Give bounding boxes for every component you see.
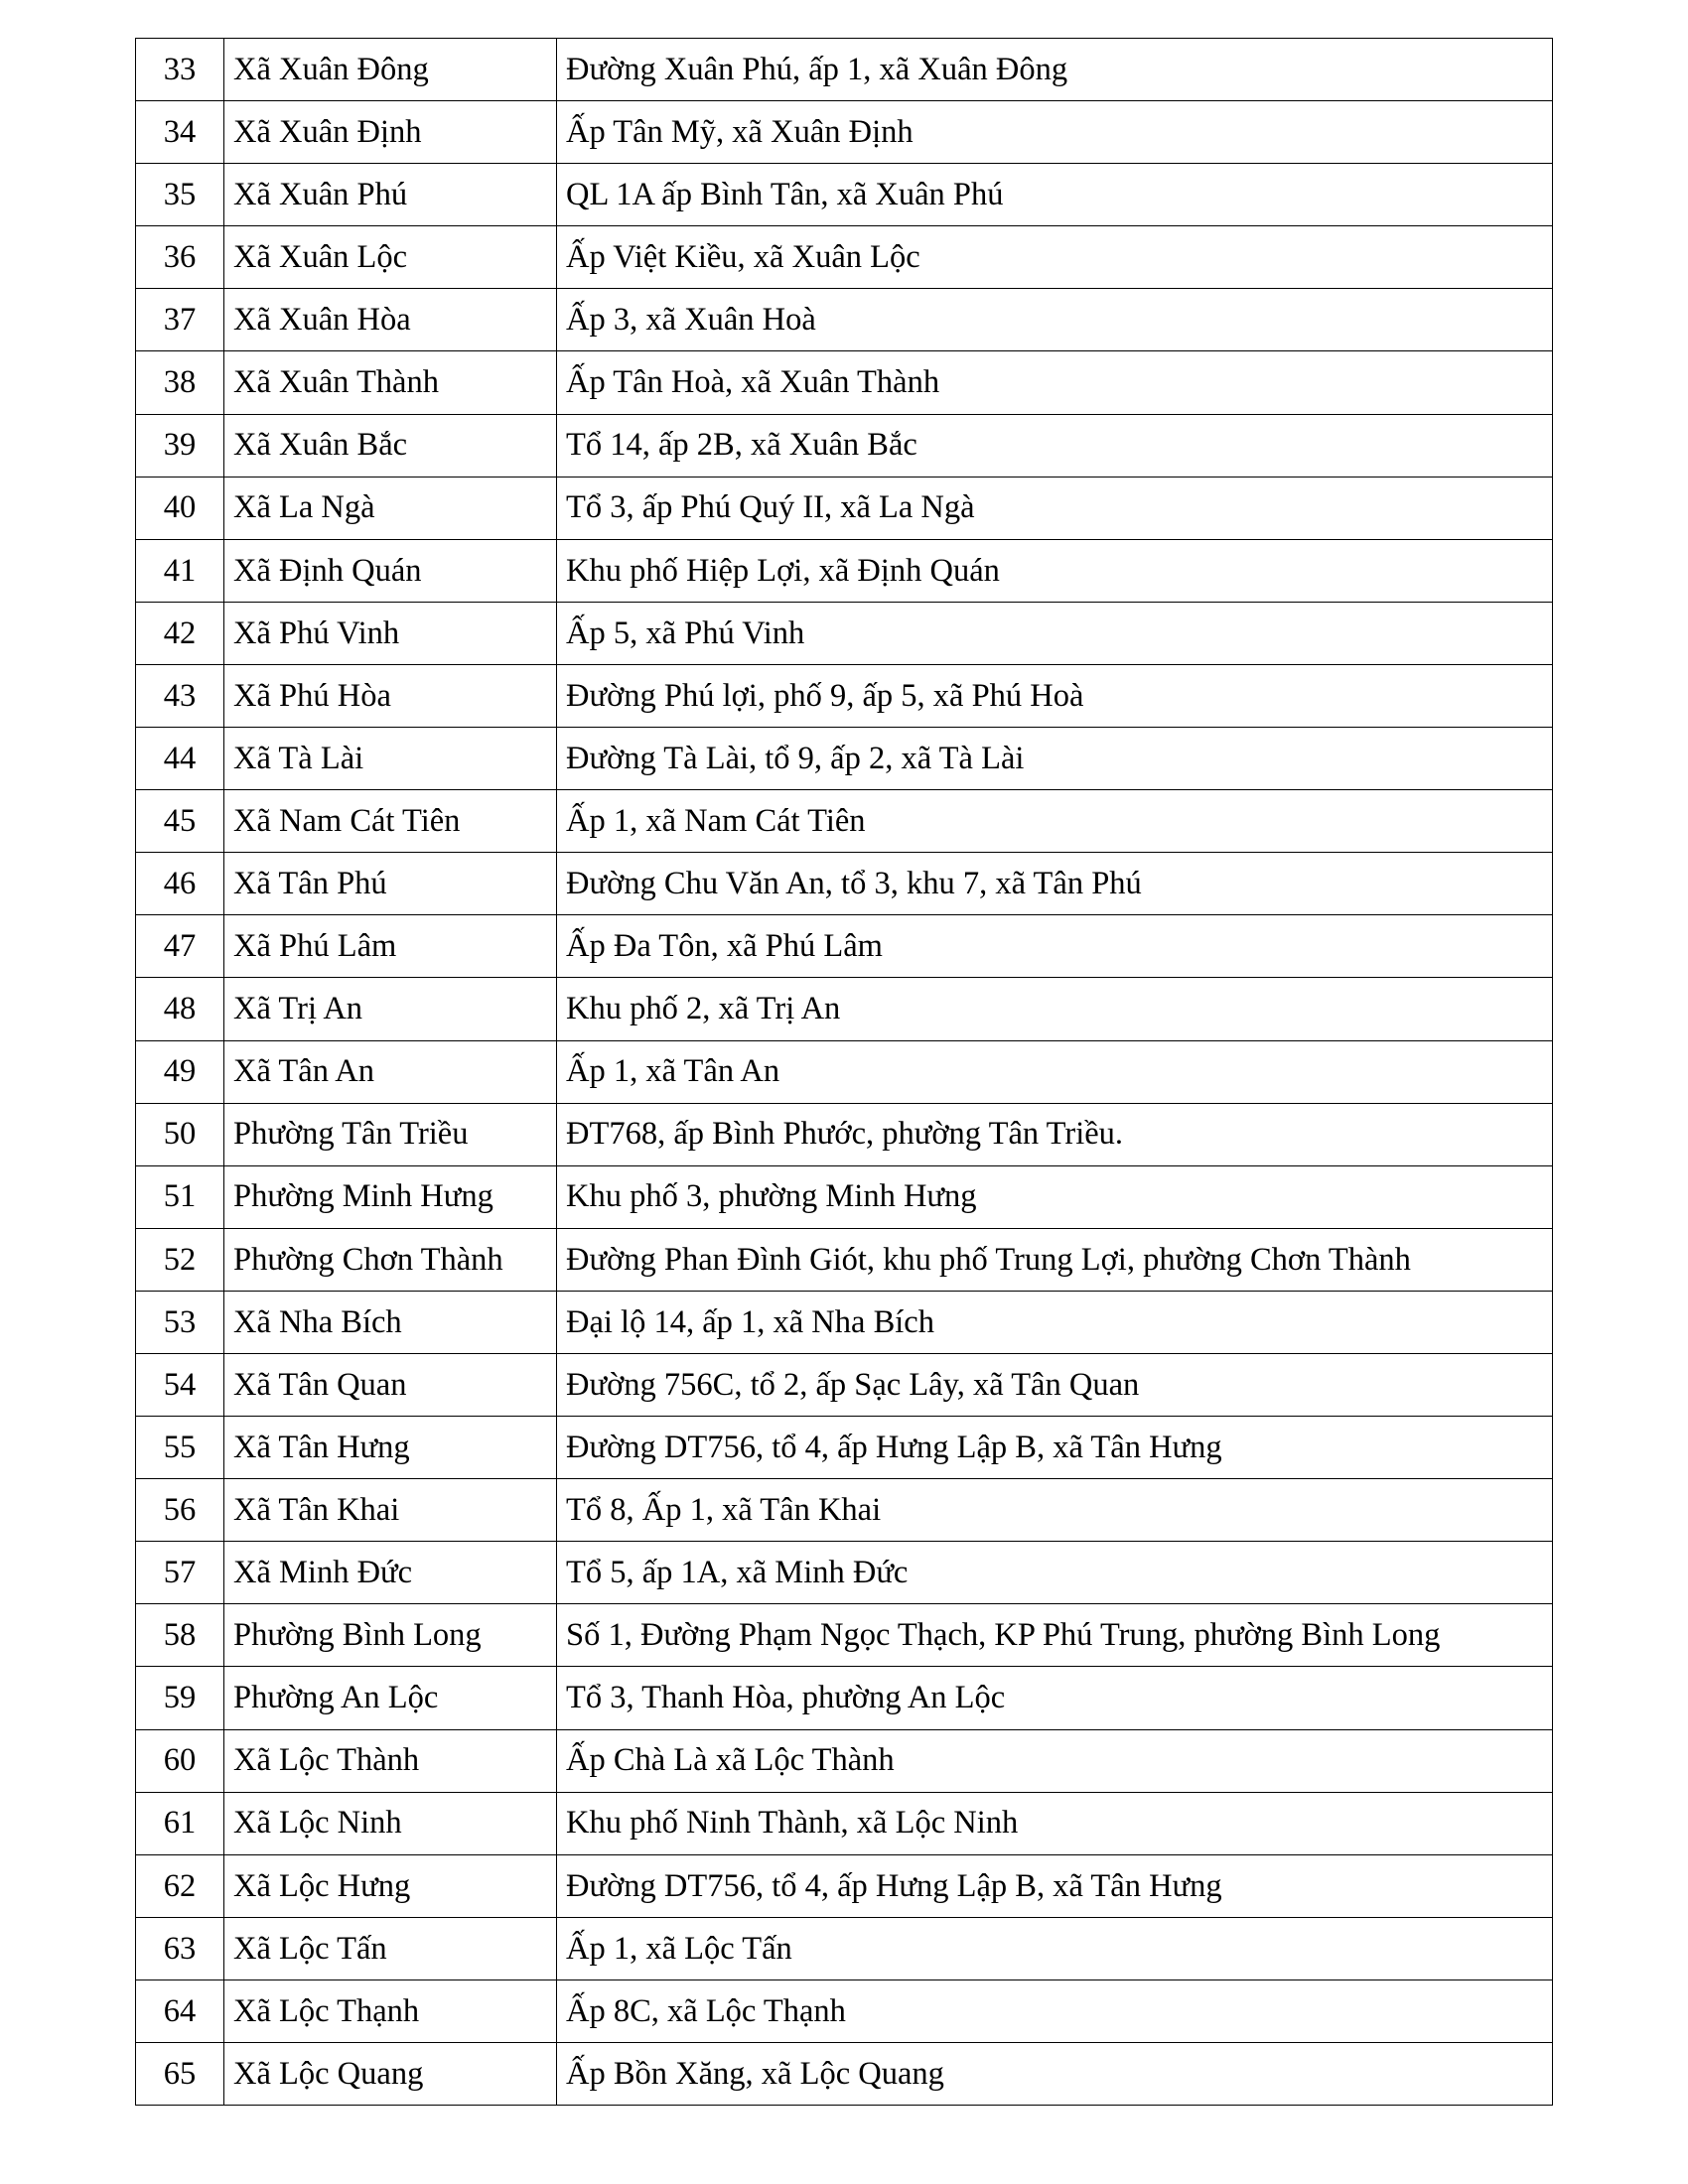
row-number-cell: 60 (136, 1729, 224, 1792)
address-cell: Ấp Chà Là xã Lộc Thành (557, 1729, 1553, 1792)
row-number-cell: 53 (136, 1291, 224, 1353)
unit-name-cell: Xã Lộc Ninh (224, 1792, 557, 1854)
table-row (136, 1040, 1553, 1103)
unit-name-cell: Xã Phú Vinh (224, 602, 557, 664)
table-row (136, 1604, 1553, 1667)
table-row (136, 414, 1553, 477)
unit-name-cell: Xã La Ngà (224, 477, 557, 539)
row-number-cell: 61 (136, 1792, 224, 1854)
table-row (136, 226, 1553, 289)
address-cell: Ấp 1, xã Lộc Tấn (557, 1917, 1553, 1979)
row-number-cell: 40 (136, 477, 224, 539)
address-cell: Ấp 8C, xã Lộc Thạnh (557, 1979, 1553, 2042)
address-cell: Đường 756C, tổ 2, ấp Sạc Lây, xã Tân Quan (557, 1353, 1553, 1416)
address-cell: ĐT768, ấp Bình Phước, phường Tân Triều. (557, 1103, 1553, 1165)
table-row (136, 1417, 1553, 1479)
unit-name-cell: Xã Tân Khai (224, 1479, 557, 1542)
row-number-cell: 36 (136, 226, 224, 289)
unit-name-cell: Xã Xuân Đông (224, 39, 557, 101)
unit-name-cell: Phường An Lộc (224, 1667, 557, 1729)
address-cell: Đường DT756, tổ 4, ấp Hưng Lập B, xã Tân Hưng (557, 1417, 1553, 1479)
unit-name-cell: Xã Tà Lài (224, 728, 557, 790)
unit-name-cell: Xã Lộc Thành (224, 1729, 557, 1792)
table-row (136, 477, 1553, 539)
row-number-cell: 62 (136, 1854, 224, 1917)
unit-name-cell: Xã Lộc Hưng (224, 1854, 557, 1917)
address-cell: Đường DT756, tổ 4, ấp Hưng Lập B, xã Tân Hưng (557, 1854, 1553, 1917)
table-row (136, 101, 1553, 164)
address-cell: Đường Xuân Phú, ấp 1, xã Xuân Đông (557, 39, 1553, 101)
row-number-cell: 59 (136, 1667, 224, 1729)
unit-name-cell: Xã Minh Đức (224, 1542, 557, 1604)
row-number-cell: 43 (136, 664, 224, 727)
address-cell: Đường Phan Đình Giót, khu phố Trung Lợi, phường Chơn Thành (557, 1228, 1553, 1291)
row-number-cell: 54 (136, 1353, 224, 1416)
address-cell: Đại lộ 14, ấp 1, xã Nha Bích (557, 1291, 1553, 1353)
table-row (136, 664, 1553, 727)
row-number-cell: 42 (136, 602, 224, 664)
table-row (136, 1542, 1553, 1604)
unit-name-cell: Xã Lộc Tấn (224, 1917, 557, 1979)
row-number-cell: 57 (136, 1542, 224, 1604)
table-row (136, 1165, 1553, 1228)
row-number-cell: 47 (136, 915, 224, 978)
table-row (136, 1479, 1553, 1542)
unit-name-cell: Xã Phú Hòa (224, 664, 557, 727)
row-number-cell: 34 (136, 101, 224, 164)
row-number-cell: 50 (136, 1103, 224, 1165)
unit-name-cell: Xã Phú Lâm (224, 915, 557, 978)
table-row (136, 1291, 1553, 1353)
row-number-cell: 63 (136, 1917, 224, 1979)
table-row (136, 1979, 1553, 2042)
table-row (136, 289, 1553, 351)
table-row (136, 2043, 1553, 2106)
row-number-cell: 33 (136, 39, 224, 101)
table-row (136, 539, 1553, 602)
address-cell: Đường Chu Văn An, tổ 3, khu 7, xã Tân Phú (557, 853, 1553, 915)
unit-name-cell: Xã Xuân Định (224, 101, 557, 164)
unit-name-cell: Xã Lộc Thạnh (224, 1979, 557, 2042)
address-cell: Tổ 5, ấp 1A, xã Minh Đức (557, 1542, 1553, 1604)
address-table (135, 38, 1553, 2106)
address-cell: Khu phố Hiệp Lợi, xã Định Quán (557, 539, 1553, 602)
address-cell: Ấp 5, xã Phú Vinh (557, 602, 1553, 664)
table-row (136, 1917, 1553, 1979)
address-cell: Ấp Đa Tôn, xã Phú Lâm (557, 915, 1553, 978)
table-row (136, 351, 1553, 414)
unit-name-cell: Xã Tân Phú (224, 853, 557, 915)
unit-name-cell: Xã Nam Cát Tiên (224, 790, 557, 853)
unit-name-cell: Xã Xuân Hòa (224, 289, 557, 351)
unit-name-cell: Phường Minh Hưng (224, 1165, 557, 1228)
address-cell: Ấp Việt Kiều, xã Xuân Lộc (557, 226, 1553, 289)
unit-name-cell: Xã Lộc Quang (224, 2043, 557, 2106)
row-number-cell: 41 (136, 539, 224, 602)
row-number-cell: 44 (136, 728, 224, 790)
unit-name-cell: Xã Xuân Phú (224, 164, 557, 226)
address-cell: Ấp 1, xã Nam Cát Tiên (557, 790, 1553, 853)
row-number-cell: 52 (136, 1228, 224, 1291)
row-number-cell: 65 (136, 2043, 224, 2106)
unit-name-cell: Phường Tân Triều (224, 1103, 557, 1165)
table-row (136, 1792, 1553, 1854)
address-cell: Tổ 14, ấp 2B, xã Xuân Bắc (557, 414, 1553, 477)
row-number-cell: 35 (136, 164, 224, 226)
table-row (136, 790, 1553, 853)
address-cell: Ấp Bồn Xăng, xã Lộc Quang (557, 2043, 1553, 2106)
row-number-cell: 58 (136, 1604, 224, 1667)
unit-name-cell: Xã Xuân Thành (224, 351, 557, 414)
row-number-cell: 48 (136, 978, 224, 1040)
table-row (136, 915, 1553, 978)
address-cell: Đường Tà Lài, tổ 9, ấp 2, xã Tà Lài (557, 728, 1553, 790)
unit-name-cell: Phường Chơn Thành (224, 1228, 557, 1291)
unit-name-cell: Xã Tân Quan (224, 1353, 557, 1416)
address-cell: Số 1, Đường Phạm Ngọc Thạch, KP Phú Trung, phường Bình Long (557, 1604, 1553, 1667)
table-row (136, 1854, 1553, 1917)
address-cell: Tổ 3, Thanh Hòa, phường An Lộc (557, 1667, 1553, 1729)
table-row (136, 602, 1553, 664)
unit-name-cell: Xã Tân An (224, 1040, 557, 1103)
row-number-cell: 39 (136, 414, 224, 477)
unit-name-cell: Xã Trị An (224, 978, 557, 1040)
row-number-cell: 38 (136, 351, 224, 414)
address-cell: Khu phố 2, xã Trị An (557, 978, 1553, 1040)
table-row (136, 1667, 1553, 1729)
unit-name-cell: Xã Xuân Bắc (224, 414, 557, 477)
table-row (136, 1353, 1553, 1416)
unit-name-cell: Xã Định Quán (224, 539, 557, 602)
unit-name-cell: Xã Nha Bích (224, 1291, 557, 1353)
table-row (136, 39, 1553, 101)
address-cell: QL 1A ấp Bình Tân, xã Xuân Phú (557, 164, 1553, 226)
row-number-cell: 49 (136, 1040, 224, 1103)
row-number-cell: 51 (136, 1165, 224, 1228)
table-row (136, 164, 1553, 226)
table-body (136, 39, 1553, 2106)
unit-name-cell: Xã Tân Hưng (224, 1417, 557, 1479)
address-cell: Ấp 1, xã Tân An (557, 1040, 1553, 1103)
address-cell: Tổ 8, Ấp 1, xã Tân Khai (557, 1479, 1553, 1542)
row-number-cell: 64 (136, 1979, 224, 2042)
address-cell: Ấp 3, xã Xuân Hoà (557, 289, 1553, 351)
unit-name-cell: Phường Bình Long (224, 1604, 557, 1667)
address-cell: Khu phố 3, phường Minh Hưng (557, 1165, 1553, 1228)
row-number-cell: 56 (136, 1479, 224, 1542)
row-number-cell: 55 (136, 1417, 224, 1479)
address-cell: Khu phố Ninh Thành, xã Lộc Ninh (557, 1792, 1553, 1854)
table-row (136, 1103, 1553, 1165)
address-cell: Ấp Tân Hoà, xã Xuân Thành (557, 351, 1553, 414)
table-row (136, 728, 1553, 790)
table-row (136, 1729, 1553, 1792)
table-row (136, 978, 1553, 1040)
address-cell: Tổ 3, ấp Phú Quý II, xã La Ngà (557, 477, 1553, 539)
table-row (136, 853, 1553, 915)
row-number-cell: 37 (136, 289, 224, 351)
row-number-cell: 45 (136, 790, 224, 853)
address-cell: Ấp Tân Mỹ, xã Xuân Định (557, 101, 1553, 164)
address-cell: Đường Phú lợi, phố 9, ấp 5, xã Phú Hoà (557, 664, 1553, 727)
table-row (136, 1228, 1553, 1291)
row-number-cell: 46 (136, 853, 224, 915)
unit-name-cell: Xã Xuân Lộc (224, 226, 557, 289)
